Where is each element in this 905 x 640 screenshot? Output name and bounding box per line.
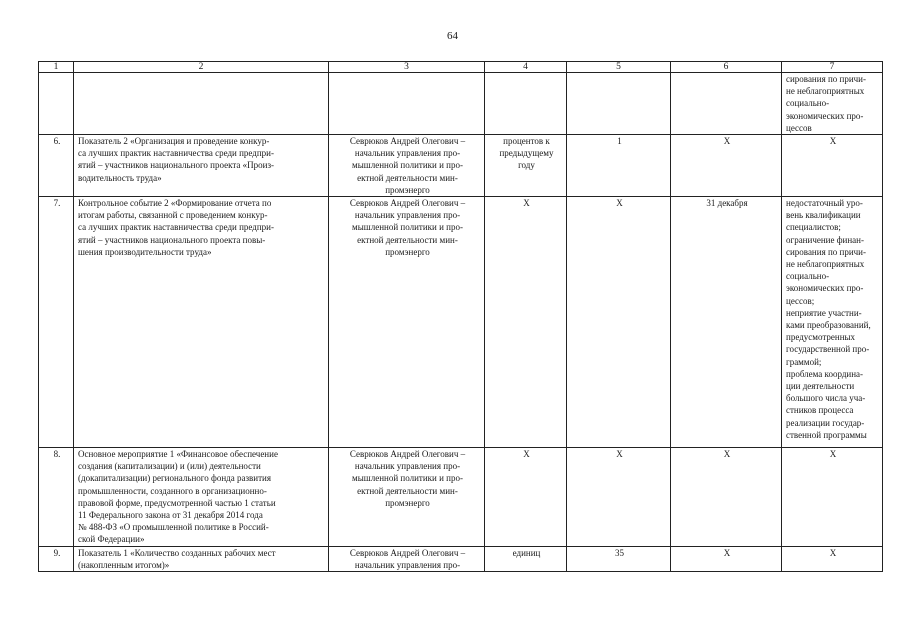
value-cell	[567, 73, 671, 135]
responsible-cell: Севрюков Андрей Олегович – начальник управления про-	[329, 547, 485, 572]
unit-cell: процентов к предыдущему году	[485, 135, 567, 197]
deadline-cell: Х	[671, 547, 782, 572]
risks-cell: Х	[782, 547, 883, 572]
value-cell: Х	[567, 197, 671, 448]
plan-table	[38, 61, 883, 572]
column-header: 1	[39, 62, 74, 73]
unit-cell: единиц	[485, 547, 567, 572]
row-number-cell: 8.	[39, 448, 74, 547]
column-header: 2	[74, 62, 329, 73]
column-header: 6	[671, 62, 782, 73]
description-cell	[74, 73, 329, 135]
description-cell: Показатель 1 «Количество созданных рабочих мест (накопленным итогом)»	[74, 547, 329, 572]
column-header: 4	[485, 62, 567, 73]
unit-cell: Х	[485, 197, 567, 448]
row-number-cell	[39, 73, 74, 135]
deadline-cell	[671, 73, 782, 135]
table-row	[39, 73, 883, 135]
value-cell: 1	[567, 135, 671, 197]
responsible-cell: Севрюков Андрей Олегович – начальник управления про- мышленной политики и про- ектной деятельности мин- промэнерго	[329, 135, 485, 197]
risks-cell: Х	[782, 448, 883, 547]
description-cell: Основное мероприятие 1 «Финансовое обеспечение создания (капитализации) и (или) деятельности (докапитализации) регионального фонда развития промышленности, созданного в организационно- правовой форме, предусмотренной частью 1 статьи 11 Федерального закона от 31 декабря 2014 года № 488-ФЗ «О промышленной политике в Россий- ской Федерации»	[74, 448, 329, 547]
column-header: 5	[567, 62, 671, 73]
responsible-cell	[329, 73, 485, 135]
risks-cell: сирования по причи- не неблагоприятных социально- экономических про- цессов	[782, 73, 883, 135]
column-header: 3	[329, 62, 485, 73]
risks-cell: недостаточный уро- вень квалификации специалистов; ограничение финан- сирования по причи- не неблагоприятных социально- экономических про- цессов; неприятие участни- ками преобразований, предусмотренных государственной про- граммой; проблема координа- ции деятельности большого числа уча- стников процесса реализации государ- ственной программы	[782, 197, 883, 448]
description-cell: Контрольное событие 2 «Формирование отчета по итогам работы, связанной с проведением конкур- са лучших практик наставничества среди предпри- ятий – участников национального проекта повы- шения производительности труда»	[74, 197, 329, 448]
table-row	[39, 135, 883, 197]
description-cell: Показатель 2 «Организация и проведение конкур- са лучших практик наставничества среди предпри- ятий – участников национального проекта «Произ- водительность труда»	[74, 135, 329, 197]
deadline-cell: Х	[671, 448, 782, 547]
deadline-cell: 31 декабря	[671, 197, 782, 448]
responsible-cell: Севрюков Андрей Олегович – начальник управления про- мышленной политики и про- ектной деятельности мин- промэнерго	[329, 448, 485, 547]
value-cell: 35	[567, 547, 671, 572]
row-number-cell: 9.	[39, 547, 74, 572]
risks-cell: Х	[782, 135, 883, 197]
table-row	[39, 448, 883, 547]
table-row	[39, 547, 883, 572]
row-number-cell: 6.	[39, 135, 74, 197]
row-number-cell: 7.	[39, 197, 74, 448]
page-number: 64	[447, 30, 458, 42]
column-header: 7	[782, 62, 883, 73]
deadline-cell: Х	[671, 135, 782, 197]
unit-cell	[485, 73, 567, 135]
table-row	[39, 197, 883, 448]
header-row	[39, 62, 883, 73]
unit-cell: Х	[485, 448, 567, 547]
value-cell: Х	[567, 448, 671, 547]
responsible-cell: Севрюков Андрей Олегович – начальник управления про- мышленной политики и про- ектной деятельности мин- промэнерго	[329, 197, 485, 448]
